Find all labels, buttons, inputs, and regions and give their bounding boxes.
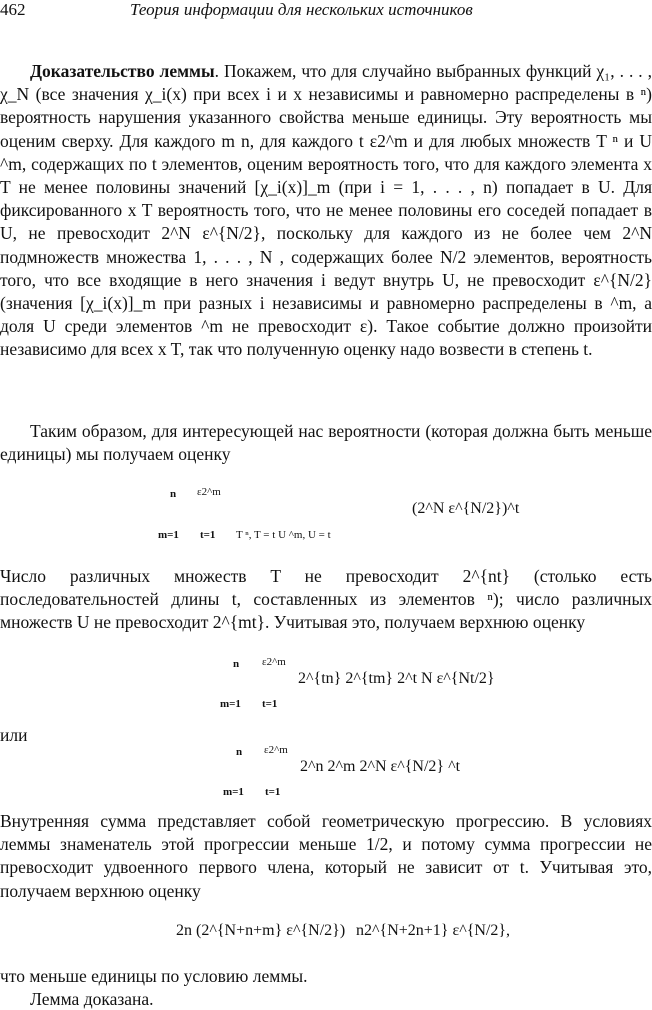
book-page: 462 Теория информации для нескольких источников Доказательство леммы. Покажем, что для случайно выбранных функций χ₁, . . . , χ_N (все значения χ_i(x) при всех i и x независимы и равномерно распределены в ⁿ) вероятность нарушения указанного свойства меньше единицы. Эту вероятность мы оценим сверху. Для каждого m n, для каждого t ε2^m и для любых множеств T ⁿ и U ^m, содержащих по t элементов, оценим вероятность того, что для каждого элемента x T не менее половины значений [χ_i(x)]_m (при i = 1, . . . , n) попадает в U. Для фиксированного x T вероятность того, что не менее половины его соседей попадает в U, не превосходит 2^N ε^{N/2}, поскольку для каждого из не более чем 2^N подмножеств множества 1, . . . , N , содержащих более N/2 элементов, вероятность того, что все входящие в него значения i ведут внутрь U, не превосходит ε^{N/2} (значения [χ_i(x)]_m при разных i независимы и равномерно распределены в ^m, а доля U среди элементов ^m не превосходит ε). Такое событие должно произойти независимо для всех x T, так что полученную оценку надо возвести в степень t. Таким образом, для интересующей нас вероятности (которая должна быть меньше единицы) мы получаем оценку n ε2^m m=1 t=1 T ⁿ, T = t U ^m, U = t (2^N ε^{N/2})^t Число различных множеств T не превосходит 2^{nt} (столько есть последовательностей длины t, составленных из элементов ⁿ); число различных множеств U не превосходит 2^{mt}. Учитывая это, получаем верхнюю оценку n ε2^m m=1 t=1 2^{tn} 2^{tm} 2^t N ε^{Nt/2} или n ε2^m m=1 t=1 2^n 2^m 2^N ε^{N/2} ^t Внутренняя сумма представляет собой геометрическую прогрессию. В условиях леммы знаменатель этой прогрессии меньше 1/2, и потому сумма прогрессии не превосходит удвоенного первого члена, который не зависит от t. Учитывая это, получаем верхнюю оценку 2n (2^{N+n+m} ε^{N/2}) n2^{N+2n+1} ε^{N/2}, что меньше единицы по условию леммы. Лемма доказана. <box>0 0 652 1009</box>
running-title: Теория информации для нескольких источников <box>130 0 473 19</box>
paragraph-geometric: Внутренняя сумма представляет собой геометрическую прогрессию. В условиях леммы знаменатель этой прогрессии меньше 1/2, и потому сумма прогрессии не превосходит удвоенного первого члена, который не зависит от t. Учитывая это, получаем верхнюю оценку <box>0 811 652 901</box>
proof-text: . Покажем, что для случайно выбранных функций χ₁, . . . , χ_N (все значения χ_i(x) при всех i и x независимы и равномерно распределены в ⁿ) вероятность нарушения указанного свойства меньше единицы. Эту вероятность мы оценим сверху. Для каждого m n, для каждого t ε2^m и для любых множеств T ⁿ и U ^m, содержащих по t элементов, оценим вероятность того, что для каждого элемента x T не менее половины значений [χ_i(x)]_m (при i = 1, . . . , n) попадает в U. Для фиксированного x T вероятность того, что не менее половины его соседей попадает в U, не превосходит 2^N ε^{N/2}, поскольку для каждого из не более чем 2^N подмножеств множества 1, . . . , N , содержащих более N/2 элементов, вероятность того, что все входящие в него значения i ведут внутрь U, не превосходит ε^{N/2} (значения [χ_i(x)]_m при разных i независимы и равномерно распределены в ^m, а доля U среди элементов ^m не превосходит ε). Такое событие должно произойти независимо для всех x T, так что полученную оценку надо возвести в степень t. <box>0 61 652 360</box>
lemma-proved: Лемма доказана. <box>30 989 154 1009</box>
proof-heading: Доказательство леммы <box>30 61 215 81</box>
paragraph-estimate-intro: Таким образом, для интересующей нас вероятности (которая должна быть меньше единицы) мы получаем оценку <box>0 421 652 465</box>
proof-paragraph <box>0 60 652 362</box>
paragraph-count-sets: Число различных множеств T не превосходит 2^{nt} (столько есть последовательностей длины t, составленных из элементов ⁿ); число различных множеств U не превосходит 2^{mt}. Учитывая это, получаем верхнюю оценку <box>0 566 652 633</box>
page-number: 462 <box>0 0 26 19</box>
or-word: или <box>0 725 28 745</box>
conclusion-line: что меньше единицы по условию леммы. <box>0 966 308 986</box>
page-header <box>0 0 652 22</box>
